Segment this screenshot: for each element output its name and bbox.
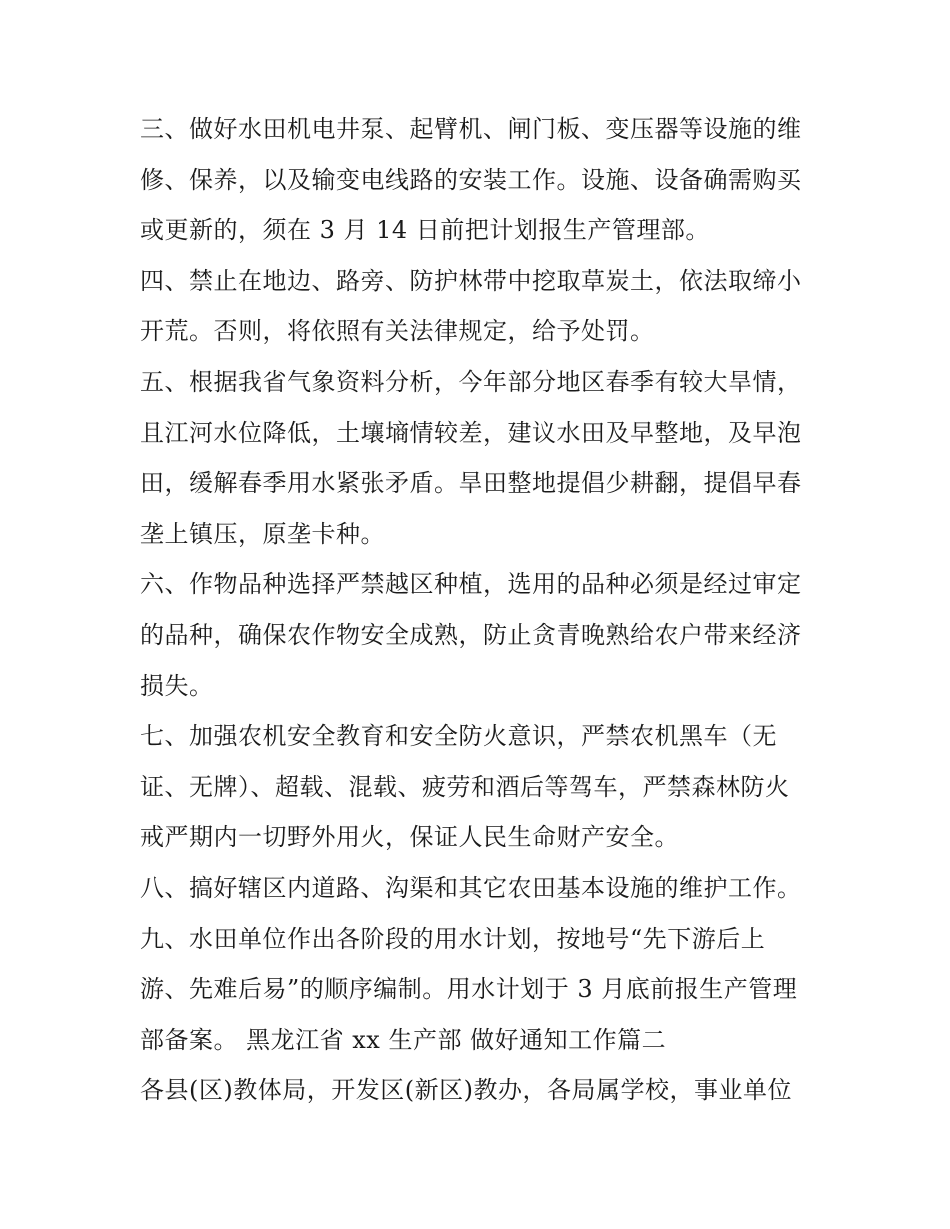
paragraph-line: 各县(区)教体局，开发区(新区)教办，各局属学校，事业单位 (140, 1076, 792, 1105)
paragraph-line: 游、先难后易”的顺序编制。用水计划于 3 月底前报生产管理 (140, 975, 798, 1004)
document-body (140, 104, 820, 1116)
paragraph-line: 且江河水位降低，土壤墒情较差，建议水田及早整地，及早泡 (140, 418, 802, 447)
paragraph-line: 的品种，确保农作物安全成熟，防止贪青晚熟给农户带来经济 (140, 620, 802, 649)
paragraph-line: 田，缓解春季用水紧张矛盾。旱田整地提倡少耕翻，提倡早春 (140, 469, 802, 498)
paragraph-line: 八、搞好辖区内道路、沟渠和其它农田基本设施的维护工作。 (140, 873, 802, 902)
paragraph-line: 九、水田单位作出各阶段的用水计划，按地号“先下游后上 (140, 924, 766, 953)
paragraph-line: 或更新的，须在 3 月 14 日前把计划报生产管理部。 (140, 216, 710, 245)
paragraph-line: 损失。 (140, 671, 214, 700)
paragraph-line: 证、无牌）、超载、混载、疲劳和酒后等驾车，严禁森林防火 (140, 772, 790, 801)
paragraph-line: 垄上镇压，原垄卡种。 (140, 519, 385, 548)
paragraph-line: 戒严期内一切野外用火，保证人民生命财产安全。 (140, 823, 679, 852)
paragraph-line: 四、禁止在地边、路旁、防护林带中挖取草炭土，依法取缔小 (140, 266, 802, 295)
paragraph-line: 开荒。否则，将依照有关法律规定，给予处罚。 (140, 317, 655, 346)
paragraph-line: 修、保养，以及输变电线路的安装工作。设施、设备确需购买 (140, 165, 802, 194)
paragraph-line: 五、根据我省气象资料分析，今年部分地区春季有较大旱情， (140, 367, 802, 396)
paragraph-line: 七、加强农机安全教育和安全防火意识，严禁农机黑车（无 (140, 722, 777, 751)
paragraph-line: 部备案。 黑龙江省 xx 生产部 做好通知工作篇二 (140, 1025, 667, 1054)
paragraph-line: 六、作物品种选择严禁越区种植，选用的品种必须是经过审定 (140, 570, 802, 599)
paragraph-line: 三、做好水田机电井泵、起臂机、闸门板、变压器等设施的维 (140, 115, 802, 143)
